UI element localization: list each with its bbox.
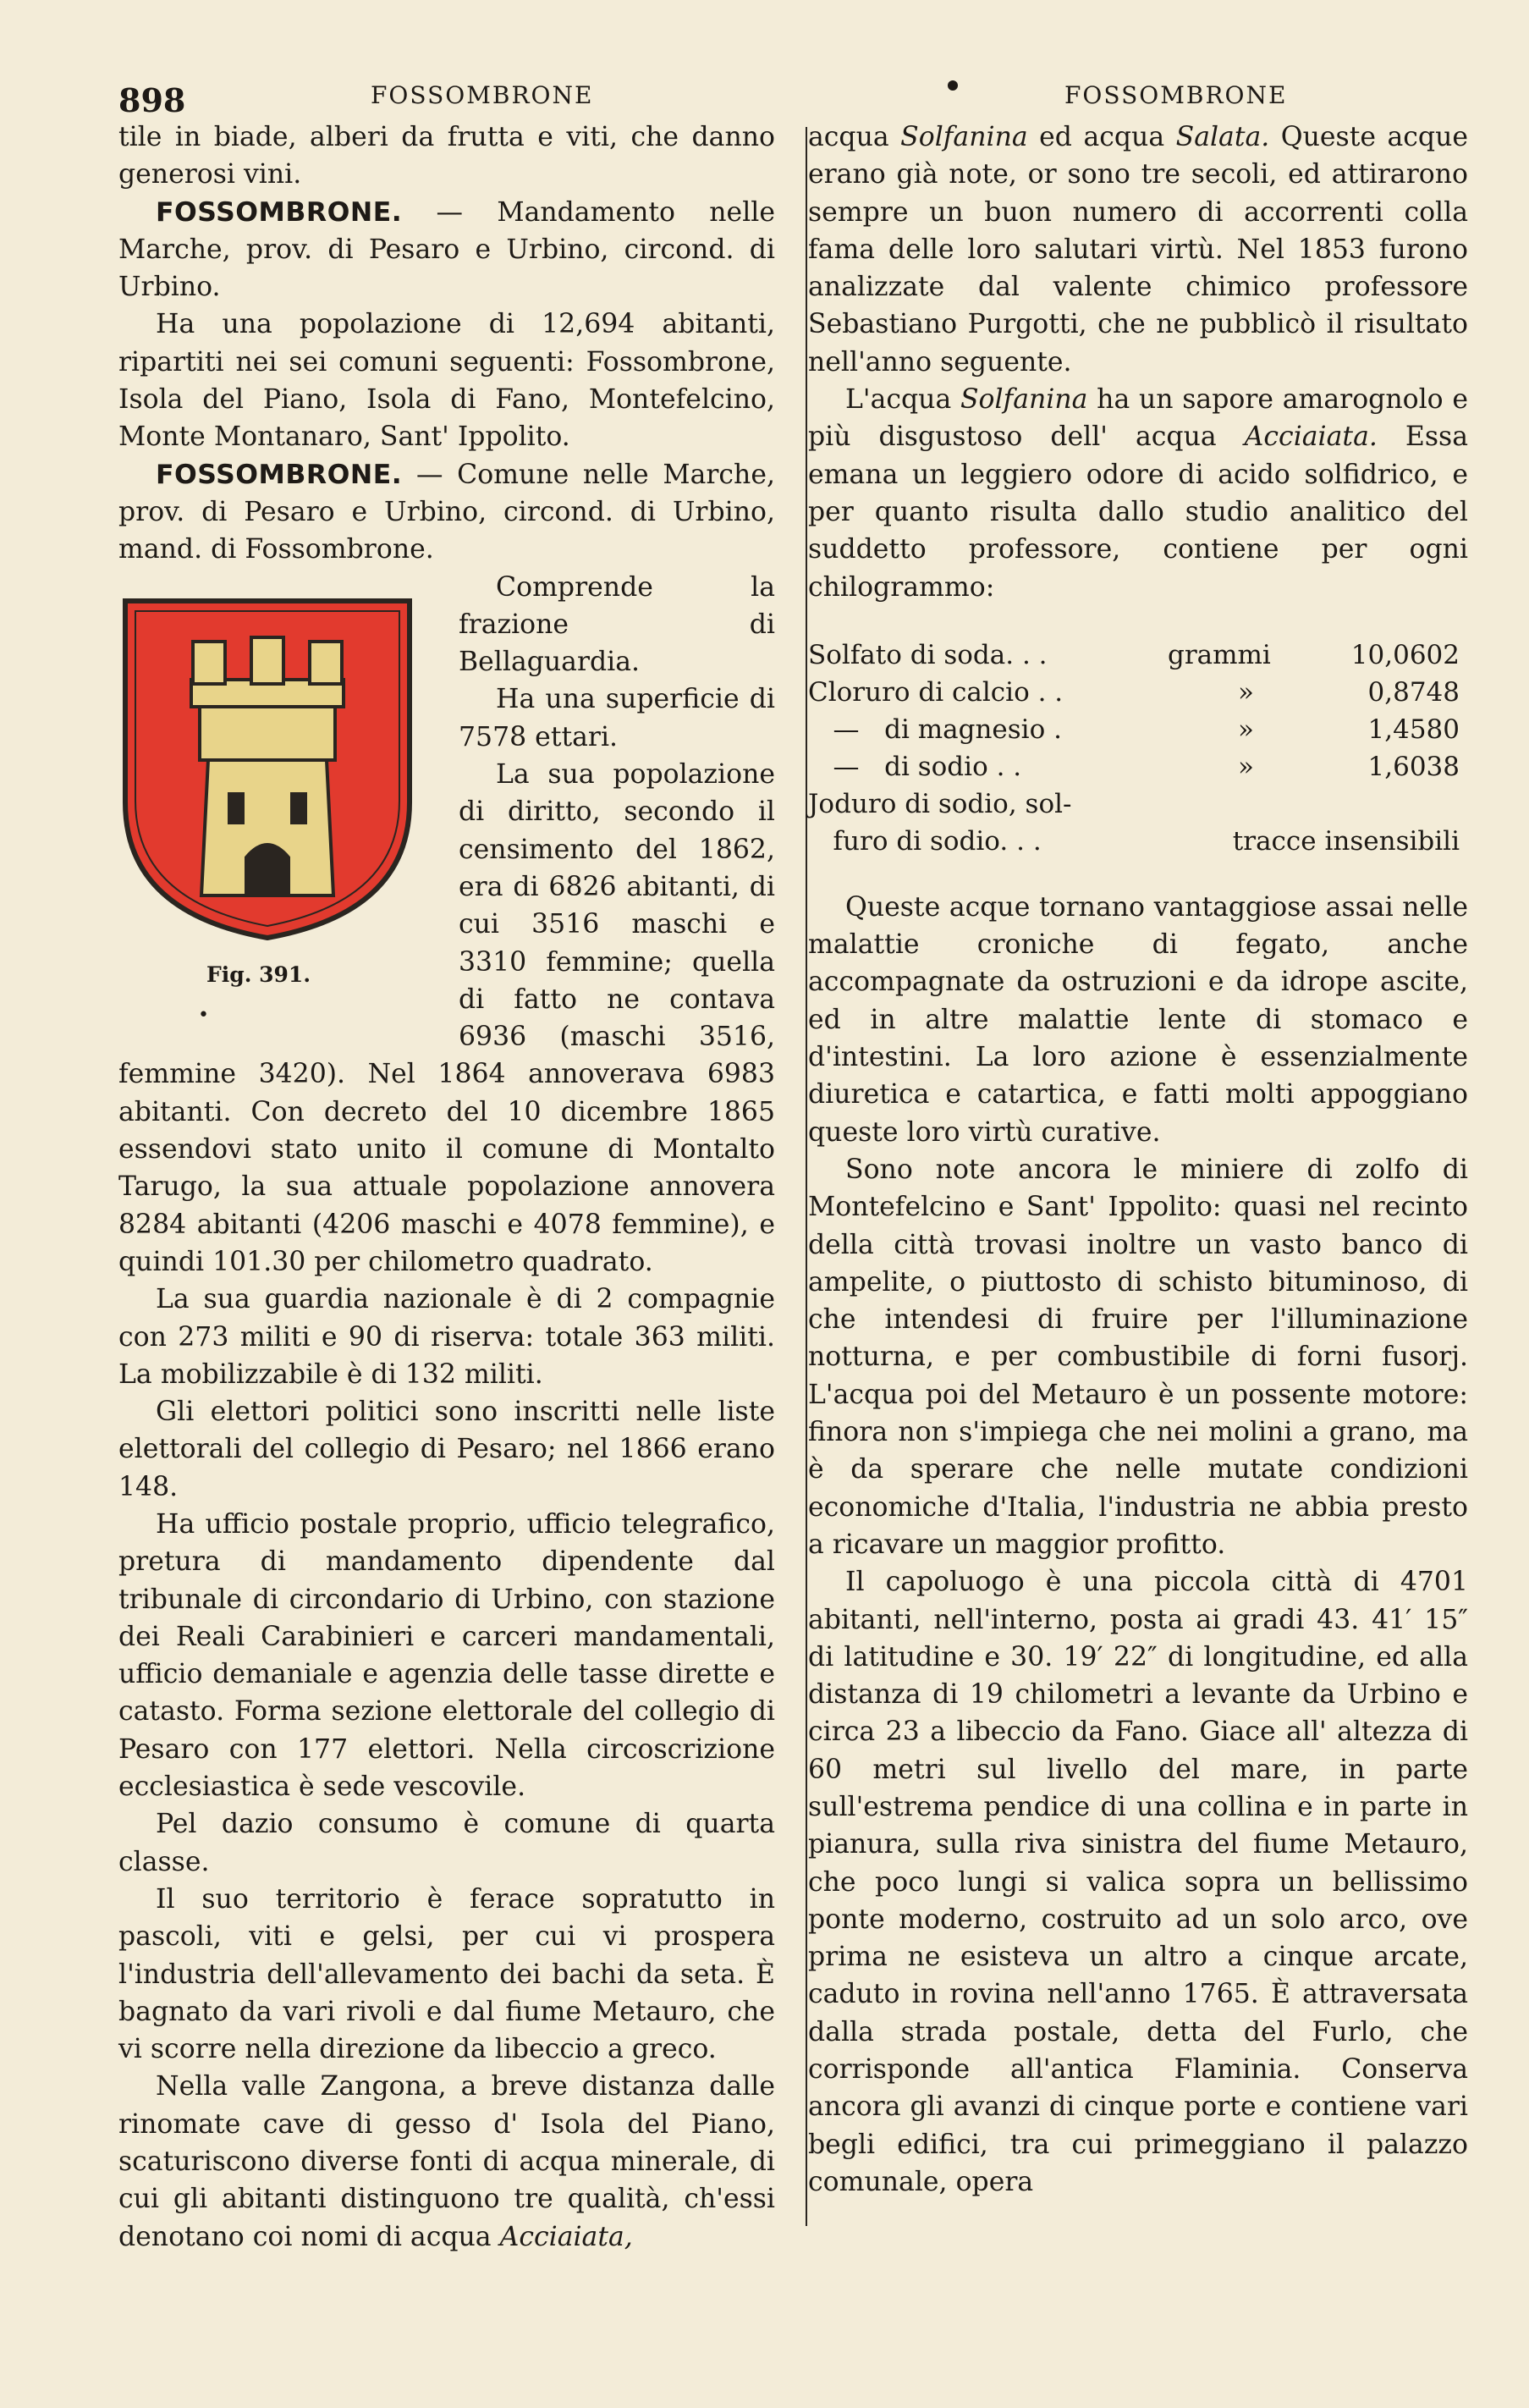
paragraph: Il capoluogo è una piccola città di 4701 abitanti, nell'interno, posta ai gradi 43. 41′ 15″ di latitudine e 30. 19′ 22″ di longitudine, ed alla distanza di 19 chilometri a levante da Urbino e circa 23 a libeccio da Fano. Giace all' altezza di 60 metri sul livello del mare, in parte sull'estrema pendice di una collina e in parte in pianura, sulla riva sinistra del fiume Metauro, che poco lungi si valica sopra un bellissimo ponte moderno, costruito ad un solo arco, ove prima ne esisteva un altro a cinque arcate, caduto in rovina nell'anno 1765. È attraversata dalla strada postale, detta del Furlo, che corrisponde all'antica Flaminia. Conserva ancora gli avanzi di cinque porte e contiene vari begli edifici, tra cui primeggiano il palazzo comunale, opera: [808, 1567, 1468, 2197]
table-cell-unit: »: [1238, 676, 1254, 708]
italic-term: Salata.: [1175, 122, 1270, 152]
mineral-analysis-table: [808, 636, 1468, 860]
tower-icon: [191, 637, 344, 895]
entry-text: — Comune nelle Marche, prov. di Pesaro e Urbino, circond. di Urbino, mand. di Fossombrone.: [118, 459, 775, 565]
right-column: [808, 118, 1468, 2201]
italic-term: Solfanina: [900, 122, 1028, 152]
text-run: Essa emana un leggiero odore di acido solfidrico, e per quanto risulta dallo studio analitico del suddetto professore, contiene per ogni chilogrammo:: [808, 422, 1469, 603]
table-cell-unit: »: [1238, 751, 1254, 782]
paragraph: Gli elettori politici sono inscritti nelle liste elettorali del collegio di Pesaro; nel 1866 erano 148.: [118, 1397, 775, 1502]
table-cell-name: Cloruro di calcio . .: [808, 676, 1064, 708]
text-run: Queste acque erano già note, or sono tre secoli, ed attirarono sempre un buon numero di accorrenti colla fama delle loro salutari virtù. Nel 1853 furono analizzate dal valente chimico professore Sebastiano Purgotti, che ne pubblicò il risultato nell'anno seguente.: [808, 122, 1469, 377]
table-row: [808, 711, 1468, 748]
entry-head: FOSSOMBRONE.: [156, 459, 403, 490]
text-run: acqua: [808, 122, 901, 152]
italic-term: Acciaiata.: [1244, 422, 1378, 453]
entry-mandamento: [118, 194, 775, 306]
italic-term: Acciaiata,: [499, 2221, 633, 2252]
paragraph: Ha una superficie di 7578 ettari.: [459, 684, 775, 752]
text-run: ed acqua: [1027, 122, 1176, 152]
table-cell-value: 10,0602: [1350, 639, 1460, 670]
table-cell-value: 1,6038: [1367, 751, 1460, 782]
table-cell-name: — di magnesio .: [808, 714, 1062, 745]
table-cell-name: — di sodio . .: [808, 751, 1022, 782]
paragraph: Comprende la frazione di Bellaguardia.: [459, 571, 775, 678]
table-row: [808, 674, 1468, 711]
spacer: [808, 860, 1468, 889]
paragraph: [808, 118, 1468, 381]
left-column: [118, 118, 775, 2256]
paragraph: La sua guardia nazionale è di 2 compagnie con 273 militi e 90 di riserva: totale 363 militi. La mobilizzabile è di 132 militi.: [118, 1284, 775, 1390]
paragraph: Sono note ancora le miniere di zolfo di Montefelcino e Sant' Ippolito: quasi nel recinto della città trovasi inoltre un vasto banco di ampelite, o piuttosto di schisto bituminoso, di che intendesi di fruire per l'illuminazione notturna, e per combustibile di forni fusorj. L'acqua poi del Metauro è un possente motore: finora non s'impiega che nei molini a grano, ma è da sperare che nelle mutate condizioni economiche d'Italia, l'industria ne abbia presto a ricavare un maggior profitto.: [808, 1154, 1468, 1560]
paragraph: Ha ufficio postale proprio, ufficio telegrafico, pretura di mandamento dipendente dal tribunale di circondario di Urbino, con stazione dei Reali Carabinieri e carceri mandamentali, ufficio demaniale e agenzia delle tasse dirette e catasto. Forma sezione elettorale del collegio di Pesaro con 177 elettori. Nella circoscrizione ecclesiastica è sede vescovile.: [118, 1508, 775, 1803]
entry-comune: [118, 456, 775, 569]
table-cell-value: 0,8748: [1367, 676, 1460, 708]
entry-head: FOSSOMBRONE.: [156, 196, 403, 228]
table-row: [808, 748, 1468, 785]
table-cell-value: [1324, 785, 1460, 823]
table-cell-unit: tracce insensibili: [1232, 825, 1460, 857]
coat-of-arms-figure: [115, 574, 450, 1041]
table-cell-name: Solfato di soda. . .: [808, 639, 1048, 670]
table-cell-unit: »: [1238, 714, 1254, 745]
table-cell-name: furo di sodio. . .: [808, 825, 1042, 857]
figure-caption: Fig. 391.: [206, 962, 311, 987]
running-head-right: FOSSOMBRONE: [1064, 81, 1288, 109]
paragraph: La sua popolazione di diritto, secondo il censimento del 1862, era di 6826 abitanti, di cui 3516 maschi e 3310 femmine; quella di fatto ne contava 6936 (maschi 3516, femmine 3420). Nel 1864 annoverava 6983 abitanti. Con decreto del 10 dicembre 1865 essendovi stato unito il comune di Montalto Tarugo, la sua attuale popolazione annovera 8284 abitanti (4206 maschi e 4078 femmine), e quindi 101.30 per chilometro quadrato.: [118, 759, 775, 1277]
bullet-dot: •: [198, 1004, 209, 1026]
paragraph: tile in biade, alberi da frutta e viti, che danno generosi vini.: [118, 122, 775, 190]
table-row: [808, 823, 1468, 860]
paragraph: Ha una popolazione di 12,694 abitanti, ripartiti nei sei comuni seguenti: Fossombrone, Isola del Piano, Isola di Fano, Montefelcino, Monte Montanaro, Sant' Ippolito.: [118, 309, 775, 453]
text-run: L'acqua: [845, 384, 960, 416]
entry-text: — Mandamento nelle Marche, prov. di Pesaro e Urbino, circond. di Urbino.: [118, 196, 775, 303]
column-rule: [806, 127, 807, 2226]
text-run: ha un sapore amarognolo e più disgustoso dell' acqua: [808, 384, 1468, 453]
running-head-left: FOSSOMBRONE: [371, 81, 594, 109]
paragraph: [808, 381, 1468, 606]
page-number: 898: [118, 81, 186, 119]
paragraph: Queste acque tornano vantaggiose assai nelle malattie croniche di fegato, anche accompagnate da ostruzioni e da idrope ascite, ed in altre malattie lente di stomaco e d'intestini. La loro azione è essenzialmente diuretica e catartica, e fatti molti appoggiano queste loro virtù curative.: [808, 891, 1468, 1148]
table-row: [808, 785, 1468, 823]
table-cell-name: Joduro di sodio, sol-: [808, 788, 1072, 819]
table-cell-unit: [1168, 785, 1324, 823]
header-dot: [948, 80, 958, 91]
paragraph: Pel dazio consumo è comune di quarta classe.: [118, 1809, 775, 1877]
paragraph: [118, 2068, 775, 2255]
coat-of-arms-shield: [115, 591, 420, 946]
table-cell-value: 1,4580: [1367, 714, 1460, 745]
table-row: [808, 636, 1468, 674]
paragraph-text: Nella valle Zangona, a breve distanza dalle rinomate cave di gesso d' Isola del Piano, scaturiscono diverse fonti di acqua minerale, di cui gli abitanti distinguono tre qualità, ch'essi denotano coi nomi di acqua: [118, 2071, 775, 2252]
paragraph: Il suo territorio è ferace sopratutto in pascoli, viti e gelsi, per cui vi prospera l'industria dell'allevamento dei bachi da seta. È bagnato da vari rivoli e dal fiume Metauro, che vi scorre nella direzione da libeccio a greco.: [118, 1883, 775, 2065]
italic-term: Solfanina: [960, 384, 1088, 416]
table-cell-unit: grammi: [1168, 639, 1271, 670]
